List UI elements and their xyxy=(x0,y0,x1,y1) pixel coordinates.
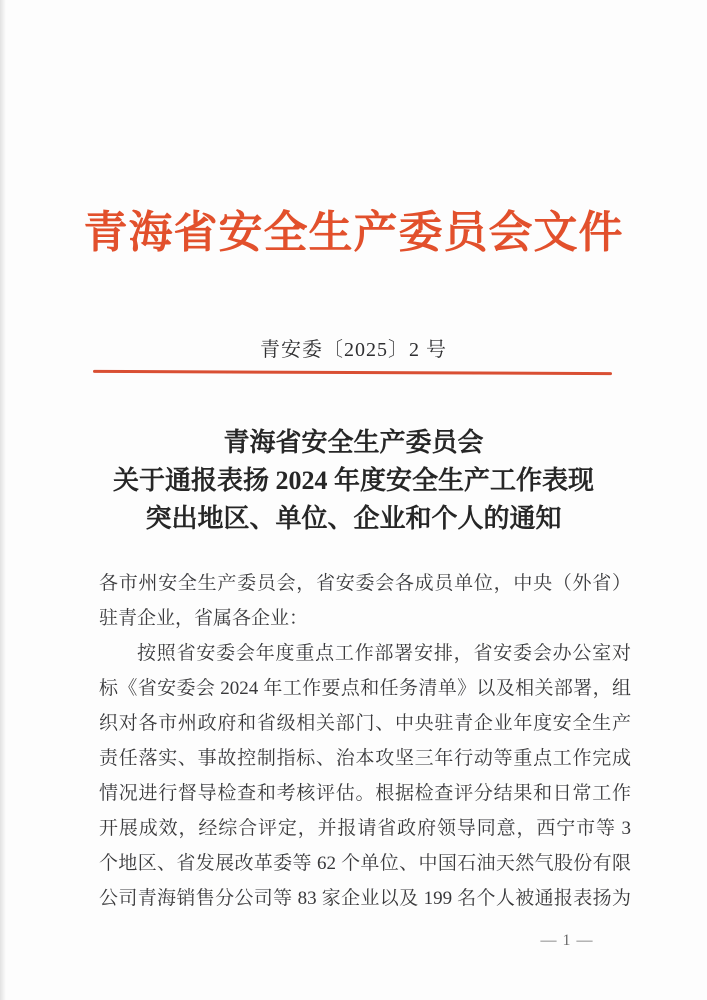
document-number: 青安委〔2025〕2 号 xyxy=(260,339,447,361)
document-body xyxy=(99,566,631,916)
document-title xyxy=(0,424,707,538)
body-line: 责任落实、事故控制指标、治本攻坚三年行动等重点工作完成 xyxy=(99,748,631,769)
title-line-1: 青海省安全生产委员会 xyxy=(223,428,484,457)
body-line: 按照省安委会年度重点工作部署安排，省安委会办公室对 xyxy=(137,643,631,664)
body-line: 情况进行督导检查和考核评估。根据检查评分结果和日常工作 xyxy=(99,783,631,804)
page-number: — 1 — xyxy=(540,932,594,949)
body-line: 标《省安委会 2024 年工作要点和任务清单》以及相关部署，组 xyxy=(99,678,631,699)
title-line-2: 关于通报表扬 2024 年度安全生产工作表现 xyxy=(112,466,594,495)
red-divider-line xyxy=(93,370,612,375)
body-line: 开展成效，经综合评定，并报请省政府领导同意，西宁市等 3 xyxy=(99,818,631,839)
title-line-3: 突出地区、单位、企业和个人的通知 xyxy=(145,504,562,533)
body-line: 公司青海销售分公司等 83 家企业以及 199 名个人被通报表扬为 xyxy=(99,888,631,909)
agency-header-title: 青海省安全生产委员会文件 xyxy=(83,208,624,257)
body-line: 各市州安全生产委员会，省安委会各成员单位，中央（外省） xyxy=(99,573,631,594)
body-line: 驻青企业，省属各企业： xyxy=(99,608,309,629)
body-line: 织对各市州政府和省级相关部门、中央驻青企业年度安全生产 xyxy=(99,713,631,734)
body-line: 个地区、省发展改革委等 62 个单位、中国石油天然气股份有限 xyxy=(99,853,631,874)
